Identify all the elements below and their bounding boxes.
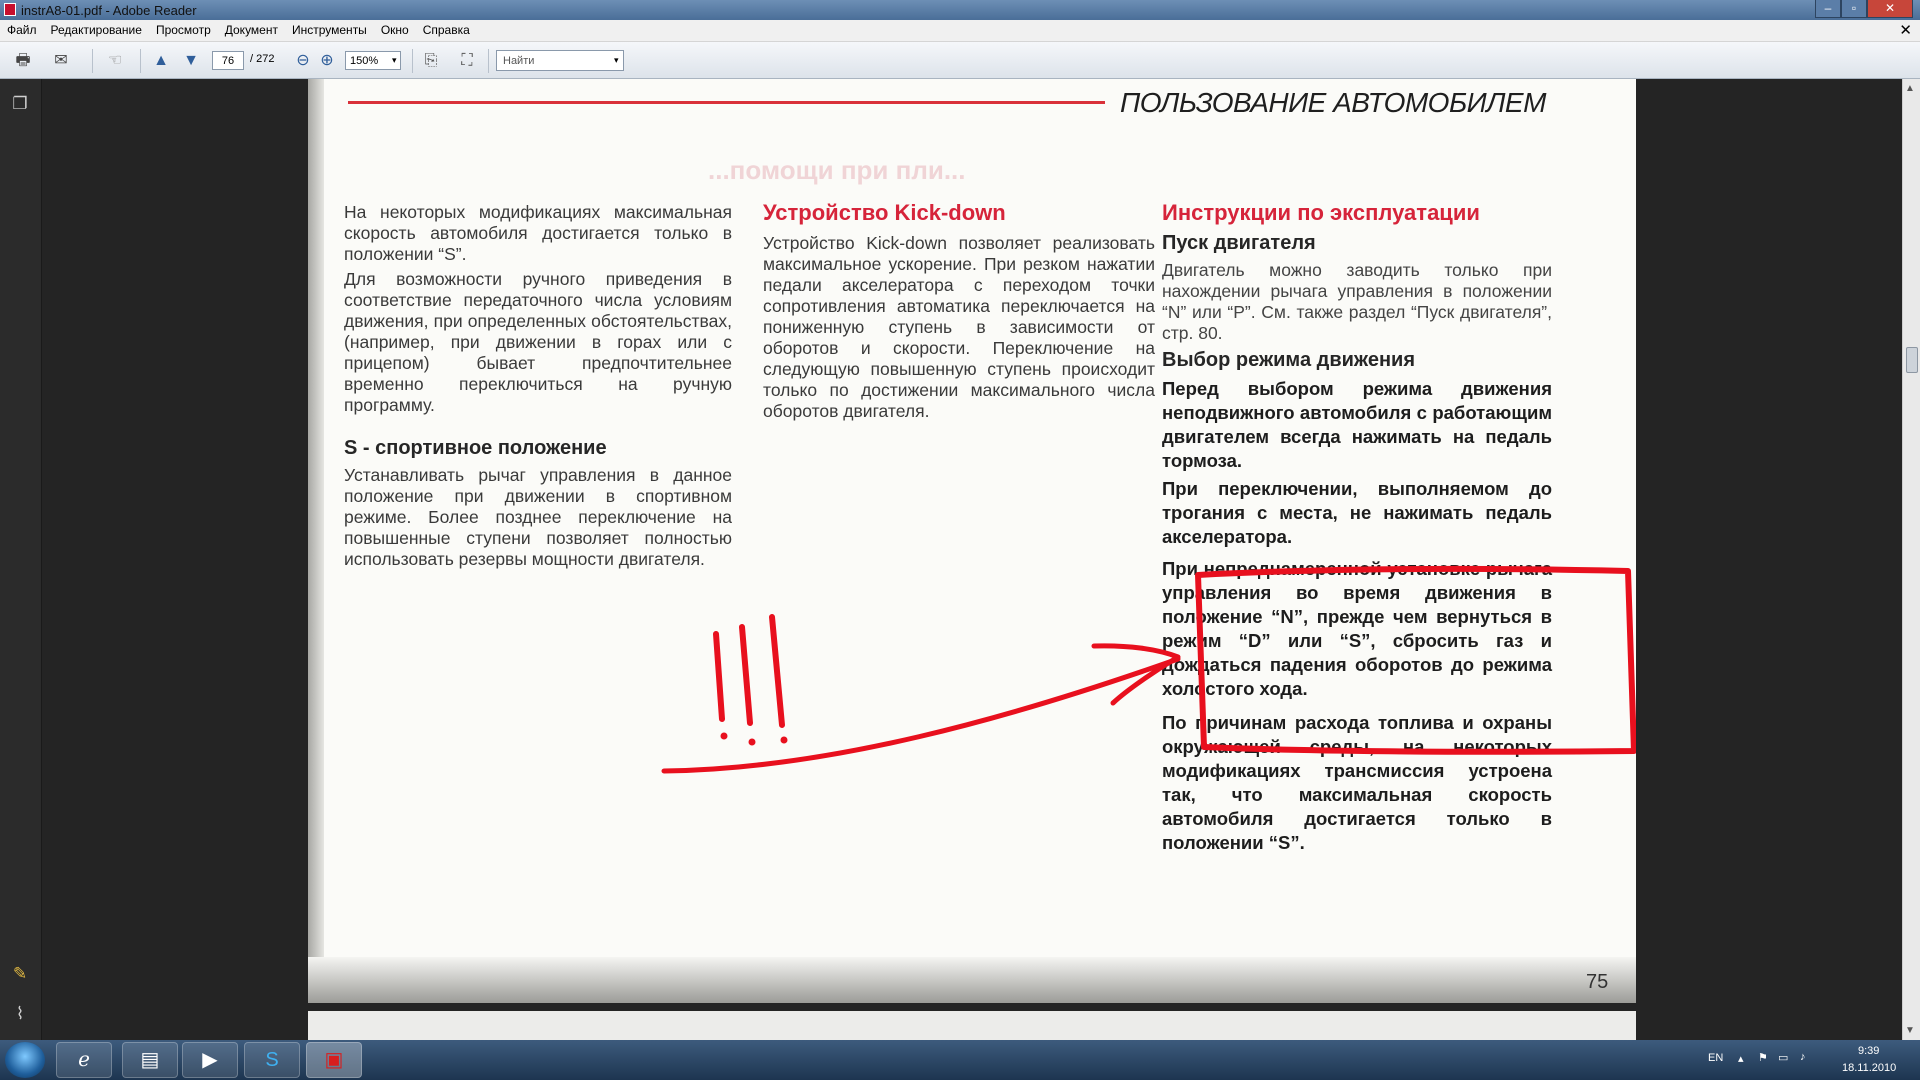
page-up-icon[interactable]: ▲	[153, 52, 169, 69]
minimize-button[interactable]: –	[1815, 0, 1841, 18]
adobe-reader-icon[interactable]: ▣	[306, 1042, 362, 1078]
document-close-icon[interactable]: ✕	[1899, 22, 1912, 39]
explorer-icon[interactable]: ▤	[122, 1042, 178, 1078]
pages-icon[interactable]: ❐	[12, 94, 28, 113]
paragraph: На некоторых модификациях максимальная скорость автомобиля достигается только в положении “S”.	[344, 202, 732, 264]
zoom-dropdown-icon[interactable]: ▾	[392, 55, 397, 65]
menu-tools[interactable]: Инструменты	[291, 23, 367, 37]
zoom-in-icon[interactable]: ⊕	[320, 52, 334, 69]
email-icon[interactable]: ✉	[54, 52, 68, 69]
close-button[interactable]: ✕	[1867, 0, 1913, 18]
document-view[interactable]	[42, 79, 1902, 1040]
paragraph: Устанавливать рычаг управления в данное положение при движении в спортивном режиме. Более позднее переключение на повышенные ступени позволяет полностью использовать резервы мощности двигателя.	[344, 465, 732, 569]
navigation-panel	[0, 79, 42, 1040]
toolbar-separator	[140, 49, 141, 73]
ink-annotation	[308, 79, 1636, 1003]
taskbar	[0, 1040, 1920, 1080]
skype-icon[interactable]: S	[244, 1042, 300, 1078]
page-number-input[interactable]: 76	[212, 51, 244, 70]
find-dropdown-icon[interactable]: ▾	[614, 55, 619, 65]
exclamation-mark	[772, 617, 782, 725]
menu-file[interactable]: Файл	[7, 23, 37, 37]
ie-icon[interactable]: ℯ	[56, 1042, 112, 1078]
hand-icon[interactable]: ☜	[107, 52, 123, 69]
language-indicator[interactable]: EN	[1708, 1052, 1724, 1064]
highlight-box	[1198, 569, 1634, 752]
comment-icon[interactable]: ✎	[12, 964, 28, 983]
print-icon[interactable]: 🖶	[15, 52, 31, 69]
section-heading: Выбор режима движения	[1162, 349, 1415, 371]
menu-help[interactable]: Справка	[422, 23, 470, 37]
paragraph: Двигатель можно заводить только при нахождении рычага управления в положении “N” или “P”. См. также раздел “Пуск двигателя”, стр. 80.	[1162, 260, 1552, 343]
next-pdf-page	[308, 1011, 1636, 1040]
volume-icon[interactable]: ♪	[1800, 1051, 1806, 1063]
window-titlebar	[0, 0, 1920, 20]
fit-page-icon[interactable]: ⛶	[461, 52, 473, 69]
fit-width-icon[interactable]: ⎘	[424, 52, 438, 69]
toolbar	[0, 42, 1920, 79]
toolbar-separator	[412, 49, 413, 73]
tray-expand-icon[interactable]: ▴	[1738, 1053, 1744, 1065]
toolbar-separator	[488, 49, 489, 73]
windows-start-icon[interactable]	[5, 1042, 45, 1078]
page-header: ПОЛЬЗОВАНИЕ АВТОМОБИЛЕМ	[1120, 87, 1546, 118]
paragraph: Для возможности ручного приведения в соответствие передаточного числа условиям движения, при определенных обстоятельствах, (например, при движении в горах или с прицепом) бывает предпочтительнее временно переключиться на ручную программу.	[344, 269, 732, 415]
scrollbar-thumb[interactable]	[1906, 347, 1918, 373]
vertical-scrollbar[interactable]	[1902, 79, 1920, 1040]
system-tray	[1680, 1040, 1920, 1080]
action-center-icon[interactable]: ⚑	[1758, 1052, 1768, 1064]
window-title: instrA8-01.pdf - Adobe Reader	[21, 3, 197, 18]
highlighted-warning: При непреднамеренной установке рычага управления во время движения в положение “N”, прежде чем вернуться в режим “D” или “S”, сбросить газ и дождаться падения оборотов до режима холостого хода.	[1162, 558, 1552, 699]
network-icon[interactable]: ▭	[1778, 1052, 1789, 1064]
page-down-icon[interactable]: ▼	[183, 52, 199, 69]
exclamation-mark	[742, 627, 750, 723]
zoom-out-icon[interactable]: ⊖	[296, 52, 310, 69]
media-player-icon[interactable]: ▶	[182, 1042, 238, 1078]
attachment-icon[interactable]: ⌇	[15, 1004, 25, 1023]
scroll-up-icon[interactable]: ▲	[1905, 83, 1915, 94]
arrow-shaft	[664, 659, 1178, 771]
paragraph: Устройство Kick-down позволяет реализовать максимальное ускорение. При резком нажатии педали акселератора с переходом точки сопротивления автоматика переключается на пониженную ступень в зависимости от оборотов и скорости. Переключение на следующую повышенную ступень происходит только по достижении максимального числа оборотов двигателя.	[763, 233, 1155, 421]
clock-date[interactable]: 18.11.2010	[1842, 1062, 1897, 1074]
section-heading: S - спортивное положение	[344, 437, 607, 459]
bleed-through-heading: ...помощи при пли...	[708, 155, 966, 185]
clock-time[interactable]: 9:39	[1858, 1045, 1880, 1057]
menu-window[interactable]: Окно	[380, 23, 409, 37]
exclamation-dot	[721, 733, 728, 740]
pdf-file-icon	[4, 3, 16, 16]
maximize-button[interactable]: ▫	[1841, 0, 1867, 18]
menu-document[interactable]: Документ	[224, 23, 278, 37]
scroll-down-icon[interactable]: ▼	[1905, 1025, 1915, 1036]
exclamation-mark	[716, 634, 722, 719]
bold-paragraph: По причинам расхода топлива и охраны окружающей среды, на некоторых модификациях трансмиссия устроена так, что максимальная скорость автомобиля достигается только в положении “S”.	[1162, 712, 1552, 853]
section-title: Устройство Kick-down	[763, 200, 1006, 225]
page-number: 75	[1586, 971, 1609, 993]
bold-paragraph: Перед выбором режима движения неподвижного автомобиля с работающим двигателем всегда нажимать на педаль тормоза.	[1162, 378, 1552, 471]
menu-view[interactable]: Просмотр	[155, 23, 211, 37]
menu-bar	[0, 20, 1920, 42]
page-count: / 272	[250, 53, 275, 65]
pdf-page	[308, 79, 1636, 1003]
section-title: Инструкции по эксплуатации	[1162, 200, 1480, 225]
zoom-select[interactable]: 150%	[345, 51, 401, 70]
exclamation-dot	[781, 737, 788, 744]
bold-paragraph: При переключении, выполняемом до трогания с места, не нажимать педаль акселератора.	[1162, 478, 1552, 547]
section-heading: Пуск двигателя	[1162, 232, 1316, 254]
find-input[interactable]: Найти	[496, 50, 624, 71]
menu-edit[interactable]: Редактирование	[50, 23, 142, 37]
exclamation-dot	[749, 739, 756, 746]
toolbar-separator	[92, 49, 93, 73]
